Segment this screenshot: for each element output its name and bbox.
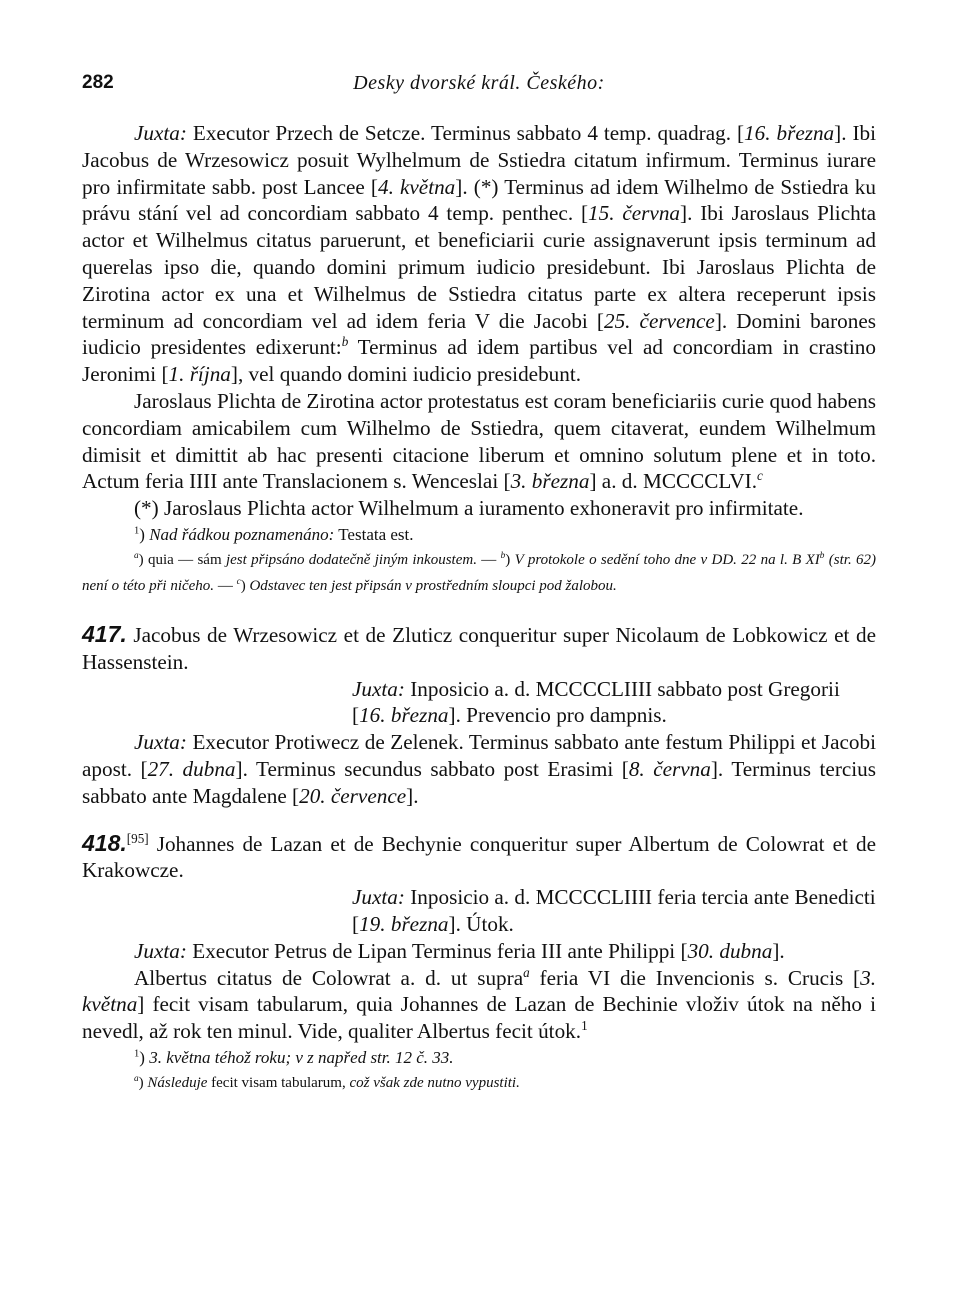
text-run: ], vel quando domini iudicio presidebunt. [230, 362, 582, 387]
footnote-mark: a [523, 964, 530, 980]
text-run: fecit visam tabularum, [207, 1074, 350, 1091]
running-title: Desky dvorské král. Českého: [353, 72, 605, 94]
text-run: ) [240, 577, 250, 594]
text-run: ]. Ibi Jacobus de Wrzesowicz posuit Wylhelmum de Sstiedra citatum infirmum. Terminus iurare pro infirmitate sabb. post Lancee [ [82, 121, 876, 199]
footnote-mark: c [236, 576, 241, 587]
footnote-number: 1 [581, 1018, 588, 1034]
text-run: ] a. d. MCCCCLVI. [589, 469, 758, 494]
text-run: feria VI die Invencionis s. Crucis [ [529, 965, 861, 990]
date-gloss: 3. května [82, 965, 876, 1017]
footnote-italic: Nad řádkou poznamenáno: [149, 524, 335, 544]
paragraph-note-asterisk: (*) Jaroslaus Plichta actor Wilhelmum a iuramento exhoneravit pro infirmitate. [134, 496, 804, 521]
text-run: Executor Protiwecz de Zelenek. Terminus sabbato ante festum Philippi et Jacobi apost. [ [82, 730, 876, 781]
footnote-italic: Odstavec ten jest připsán v prostředním sloupci pod žalobou. [249, 577, 617, 594]
juxta-label: Juxta: [352, 885, 405, 910]
text-run: Inposicio a. d. MCCCCLIIII feria tercia ante Benedicti [ [352, 885, 876, 936]
date-gloss: 19. března [359, 911, 449, 936]
entry-title: Jacobus de Wrzesowicz et de Zluticz conqueritur super Nicolaum de Lobkowicz et de Hassenstein. [82, 622, 876, 674]
text-run: ) [505, 551, 515, 568]
footnote-italic: což však zde nutno vypustiti. [349, 1074, 520, 1091]
text-run: Terminus ad idem partibus vel ad concordiam in crastino Jeronimi [ [82, 335, 876, 387]
footnote-mark: a [134, 550, 139, 561]
paragraph-protestation [82, 388, 876, 495]
footnote-mark: b [819, 550, 825, 561]
entry-417-juxta-inposicio [82, 676, 876, 730]
date-gloss: 20. července [299, 783, 407, 808]
juxta-label: Juxta: [134, 938, 187, 963]
text-run: ] fecit visam tabularum, quia Johannes de Lazan de Bechinie vloživ útok na něho i nevedl, až rok ten minul. Vide, qualiter Albertus fecit útok. [82, 992, 876, 1044]
text-run: ]. [406, 783, 419, 808]
entry-417-juxta-executor [82, 729, 876, 809]
footnote-italic: jest připsáno dodatečně jiným inkoustem. [225, 551, 477, 568]
entry-418-juxta-executor [82, 938, 876, 965]
date-gloss: 15. června [588, 201, 681, 226]
paragraph-juxta-executor [82, 120, 876, 388]
entry-418-footnote-a [82, 1070, 876, 1096]
text-run: ]. Prevencio pro dampnis. [448, 703, 667, 728]
footnote-abc [82, 547, 876, 599]
date-gloss: 3. března [510, 469, 590, 494]
juxta-label: Juxta: [352, 676, 405, 701]
page-number: 282 [82, 72, 114, 93]
footnote-mark: b [341, 334, 349, 350]
footnote-mark: c [757, 468, 763, 484]
text-run: — [214, 577, 237, 594]
text-run: ) [138, 1074, 148, 1091]
entry-number: 417. [82, 620, 127, 647]
text-run: Testata est. [334, 524, 414, 544]
entry-418-heading [82, 830, 876, 885]
page-reference: [95] [126, 830, 149, 846]
footnote-italic: (str. 62) není o této při ničeho. [82, 551, 877, 594]
text-run: ) quia — sám [138, 551, 226, 568]
entry-number: 418. [82, 829, 127, 856]
entry-418-footnote-1 [82, 1045, 876, 1070]
date-gloss: 16. března [744, 121, 835, 145]
text-run: Inposicio a. d. MCCCCLIIII sabbato post Gregorii [ [352, 676, 840, 728]
text-run: ]. Terminus secundus sabbato post Erasimi [ [235, 756, 629, 781]
date-gloss: 16. března [359, 703, 449, 728]
entry-418-visa-paragraph [82, 965, 876, 1045]
text-run: ]. Domini barones iudicio presidentes edixerunt: [82, 308, 876, 360]
footnote-mark: b [500, 550, 506, 561]
text-run: ]. (*) Terminus ad idem Wilhelmo de Sstiedra ku právu stání vel ad concordiam sabbato 4 temp. penthec. [ [82, 174, 876, 226]
juxta-label: Juxta: [134, 730, 187, 755]
text-run: ]. [772, 938, 785, 963]
page-header [82, 72, 876, 102]
date-gloss: 8. června [628, 756, 711, 781]
page-body [82, 120, 876, 1096]
text-run: ]. Ibi Jaroslaus Plichta actor et Wilhelmus citatus paruerunt, et beneficiarii curie assignaverunt ipsis terminum ad querelas ipso die, quando domini primum iudicio presidebunt. Ibi Jaroslaus Plichta de Zirotina actor ex una et Wilhelmus de Sstiedra citatus parte ex altera receperunt ipsis terminum ad concordiam vel ad idem feria V die Jacobi [ [82, 201, 876, 333]
text-run: ) [139, 1047, 150, 1067]
entry-417-heading [82, 621, 876, 676]
footnote-number: 1 [134, 1048, 140, 1060]
text-run: ) [139, 524, 150, 544]
text-run: Executor Przech de Setcze. Terminus sabbato 4 temp. quadrag. [ [186, 121, 745, 145]
date-gloss: 30. dubna [687, 938, 773, 963]
text-run: ]. Terminus tercius sabbato ante Magdalene [ [82, 756, 877, 808]
footnote-italic: Následuje [147, 1074, 208, 1091]
date-gloss: 27. dubna [147, 756, 236, 781]
text-run: — [476, 551, 501, 568]
entry-title: Johannes de Lazan et de Bechynie conqueritur super Albertum de Colowrat et de Krakowcze. [82, 831, 876, 883]
footnote-italic: 3. května téhož roku; v z napřed str. 12 č. 33. [149, 1047, 454, 1067]
text-run: Executor Petrus de Lipan Terminus feria III ante Philippi [ [186, 938, 688, 963]
footnote-mark: a [134, 1073, 139, 1084]
footnote-number: 1 [134, 525, 140, 537]
footnote-italic: V protokole o sedění toho dne v DD. 22 na l. B XI [514, 551, 820, 568]
entry-418-juxta-inposicio [82, 884, 876, 938]
text-run: Albertus citatus de Colowrat a. d. ut supra [134, 965, 524, 990]
date-gloss: 1. října [168, 362, 231, 387]
footnote-1 [82, 522, 876, 547]
date-gloss: 4. května [377, 174, 456, 199]
text-run: ]. Útok. [448, 911, 514, 936]
date-gloss: 25. července [603, 308, 715, 333]
text-run: Jaroslaus Plichta de Zirotina actor protestatus est coram beneficiariis curie quod habens concordiam amicabilem cum Wilhelmo de Sstiedra, quem citaverat, eundem Wilhelmum dimisit et dimittit ab hac presenti citacione liberum et omnino solutum plene et in toto. Actum feria IIII ante Translacionem s. Wenceslai [ [82, 388, 876, 494]
juxta-label: Juxta: [134, 121, 187, 145]
